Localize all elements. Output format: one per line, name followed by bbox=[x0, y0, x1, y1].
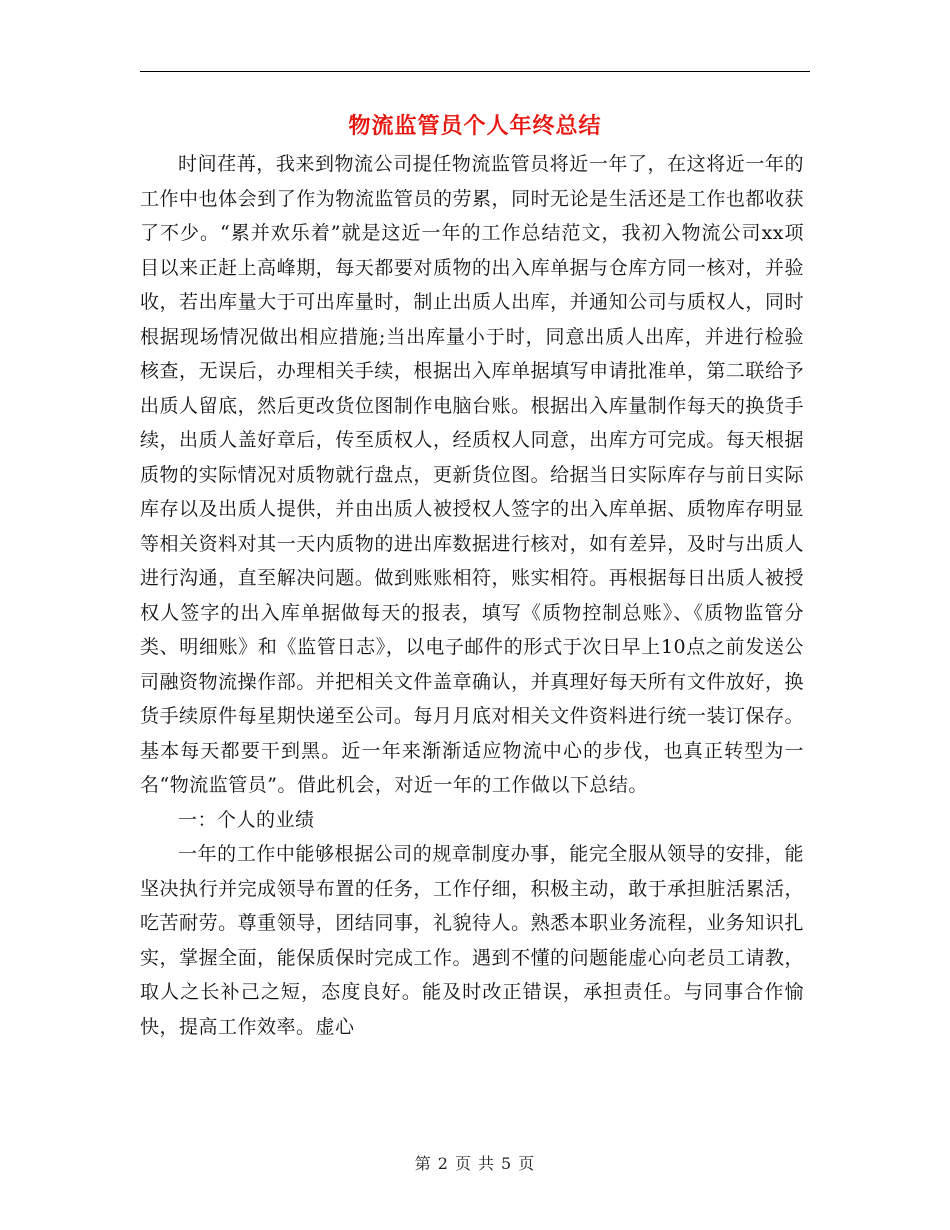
section-heading-achievements: 一：个人的业绩 bbox=[178, 808, 315, 831]
header-rule bbox=[140, 71, 810, 72]
body-paragraph-achievements: 一年的工作中能够根据公司的规章制度办事，能完全服从领导的安排，能坚决执行并完成领导布置的任务，工作仔细，积极主动，敢于承担脏活累活，吃苦耐劳。尊重领导，团结同事，礼貌待人。熟悉本职业务流程，业务知识扎实，掌握全面，能保质保时完成工作。遇到不懂的问题能虚心向老员工请教，取人之长补己之短，态度良好。能及时改正错误，承担责任。与同事合作愉快，提高工作效率。虚心 bbox=[140, 843, 804, 1038]
page-suffix: 页 bbox=[518, 1154, 536, 1173]
page-footer bbox=[0, 1152, 950, 1176]
page-total: 5 bbox=[501, 1154, 513, 1173]
document-body bbox=[140, 147, 804, 1044]
body-paragraph-intro: 时间荏苒，我来到物流公司提任物流监管员将近一年了，在这将近一年的工作中也体会到了作为物流监管员的劳累，同时无论是生活还是工作也都收获了不少。“累并欢乐着”就是这近一年的工作总结范文，我初入物流公司xx项目以来正赶上高峰期，每天都要对质物的出入库单据与仓库方同一核对，并验收，若出库量大于可出库量时，制止出质人出库，并通知公司与质权人，同时根据现场情况做出相应措施;当出库量小于时，同意出质人出库，并进行检验核查，无误后，办理相关手续，根据出入库单据填写申请批准单，第二联给予出质人留底，然后更改货位图制作电脑台账。根据出入库量制作每天的换货手续，出质人盖好章后，传至质权人，经质权人同意，出库方可完成。每天根据质物的实际情况对质物就行盘点，更新货位图。给据当日实际库存与前日实际库存以及出质人提供，并由出质人被授权人签字的出入库单据、质物库存明显等相关资料对其一天内质物的进出库数据进行核对，如有差异，及时与出质人进行沟通，直至解决问题。做到账账相符，账实相符。再根据每日出质人被授权人签字的出入库单据做每天的报表，填写《质物控制总账》、《质物监管分类、明细账》和《监管日志》，以电子邮件的形式于次日早上10点之前发送公司融资物流操作部。并把相关文件盖章确认，并真理好每天所有文件放好，换货手续原件每星期快递至公司。每月月底对相关文件资料进行统一装订保存。基本每天都要干到黑。近一年来渐渐适应物流中心的步伐，也真正转型为一名“物流监管员”。借此机会，对近一年的工作做以下总结。 bbox=[140, 153, 804, 796]
document-title: 物流监管员个人年终总结 bbox=[348, 113, 602, 139]
page-current: 2 bbox=[437, 1154, 449, 1173]
page-prefix: 第 bbox=[414, 1154, 432, 1173]
page-of: 页 共 bbox=[454, 1154, 496, 1173]
